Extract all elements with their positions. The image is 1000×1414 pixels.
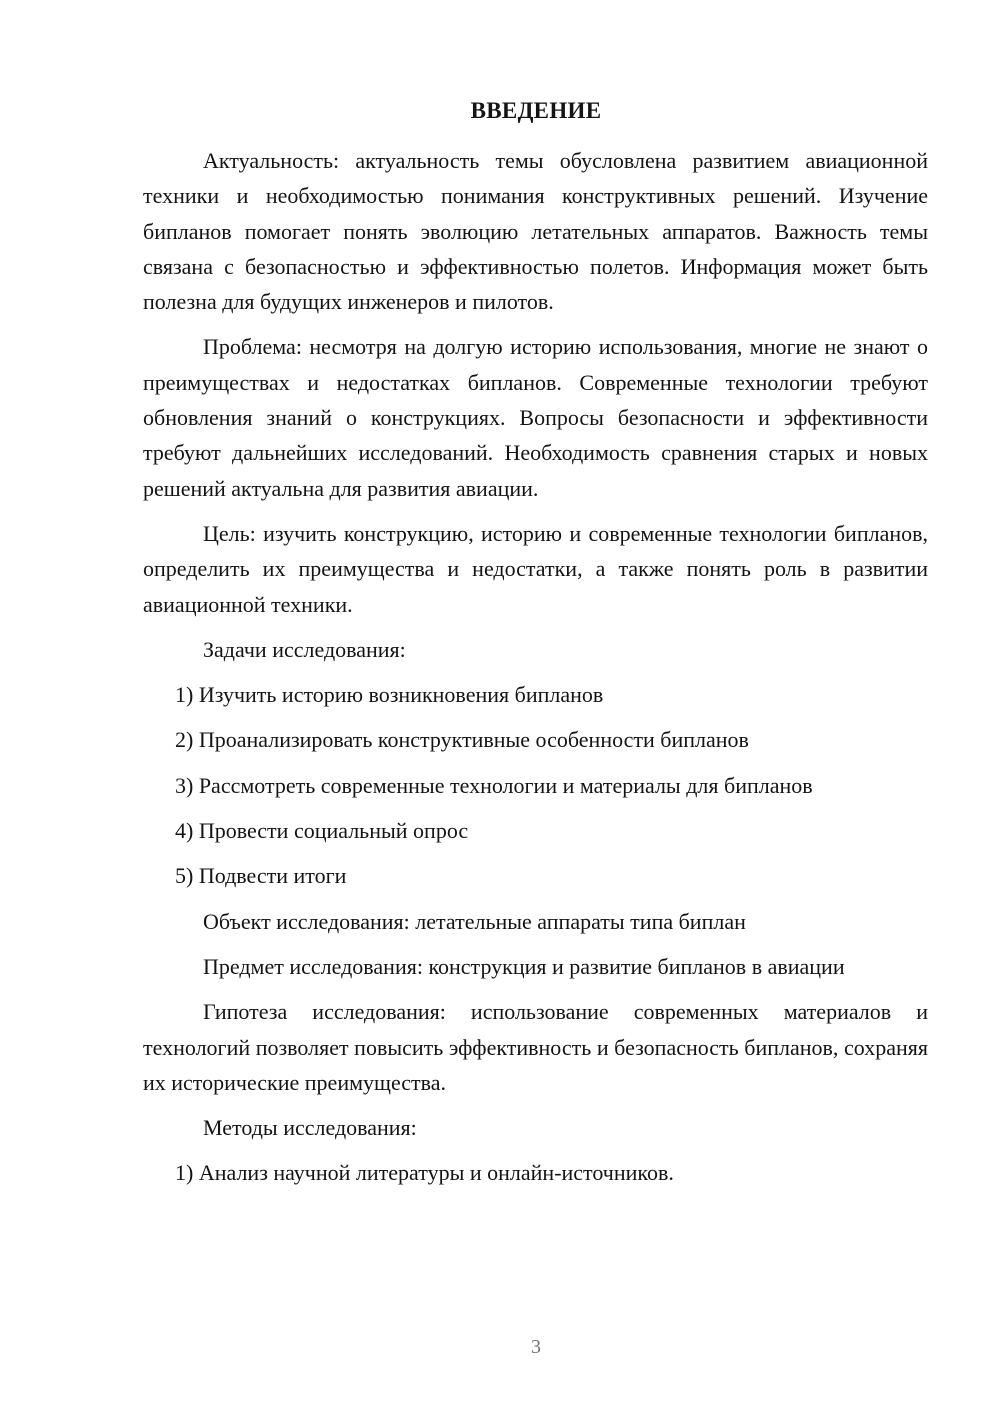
task-list-item: 5) Подвести итоги bbox=[175, 863, 347, 889]
paragraph-object: Объект исследования: летательные аппараты типа биплан bbox=[203, 908, 746, 934]
paragraph-subject: Предмет исследования: конструкция и развитие бипланов в авиации bbox=[203, 953, 845, 979]
task-list-item: 4) Провести социальный опрос bbox=[175, 818, 469, 844]
paragraph-problem: Проблема: несмотря на долгую историю использования, многие не знают о преимуществах и недостатках бипланов. Современные технологии требуют обновления знаний о конструкциях. Вопросы безопасности и эффективности требуют дальнейших исследований. Необходимость сравнения старых и новых решений актуальна для развития авиации. bbox=[143, 334, 928, 501]
document-body bbox=[143, 143, 928, 1201]
paragraph-tasks-heading: Задачи исследования: bbox=[203, 636, 406, 662]
task-list-item: 1) Изучить историю возникновения бипланов bbox=[175, 682, 604, 708]
paragraph-hypothesis: Гипотеза исследования: использование современных материалов и технологий позволяет повысить эффективность и безопасность бипланов, сохраняя их исторические преимущества. bbox=[143, 999, 928, 1095]
paragraph-methods-heading: Методы исследования: bbox=[203, 1115, 417, 1141]
method-list-item: 1) Анализ научной литературы и онлайн-источников. bbox=[175, 1160, 674, 1186]
page-number: 3 bbox=[531, 1336, 541, 1358]
task-list-item: 3) Рассмотреть современные технологии и материалы для бипланов bbox=[175, 772, 813, 798]
paragraph-relevance: Актуальность: актуальность темы обусловлена развитием авиационной техники и необходимостью понимания конструктивных решений. Изучение бипланов помогает понять эволюцию летательных аппаратов. Важность темы связана с безопасностью и эффективностью полетов. Информация может быть полезна для будущих инженеров и пилотов. bbox=[143, 148, 928, 315]
task-list-item: 2) Проанализировать конструктивные особенности бипланов bbox=[175, 727, 749, 753]
paragraph-goal: Цель: изучить конструкцию, историю и современные технологии бипланов, определить их преимущества и недостатки, а также понять роль в развитии авиационной техники. bbox=[143, 520, 928, 617]
section-title: ВВЕДЕНИЕ bbox=[470, 98, 602, 123]
